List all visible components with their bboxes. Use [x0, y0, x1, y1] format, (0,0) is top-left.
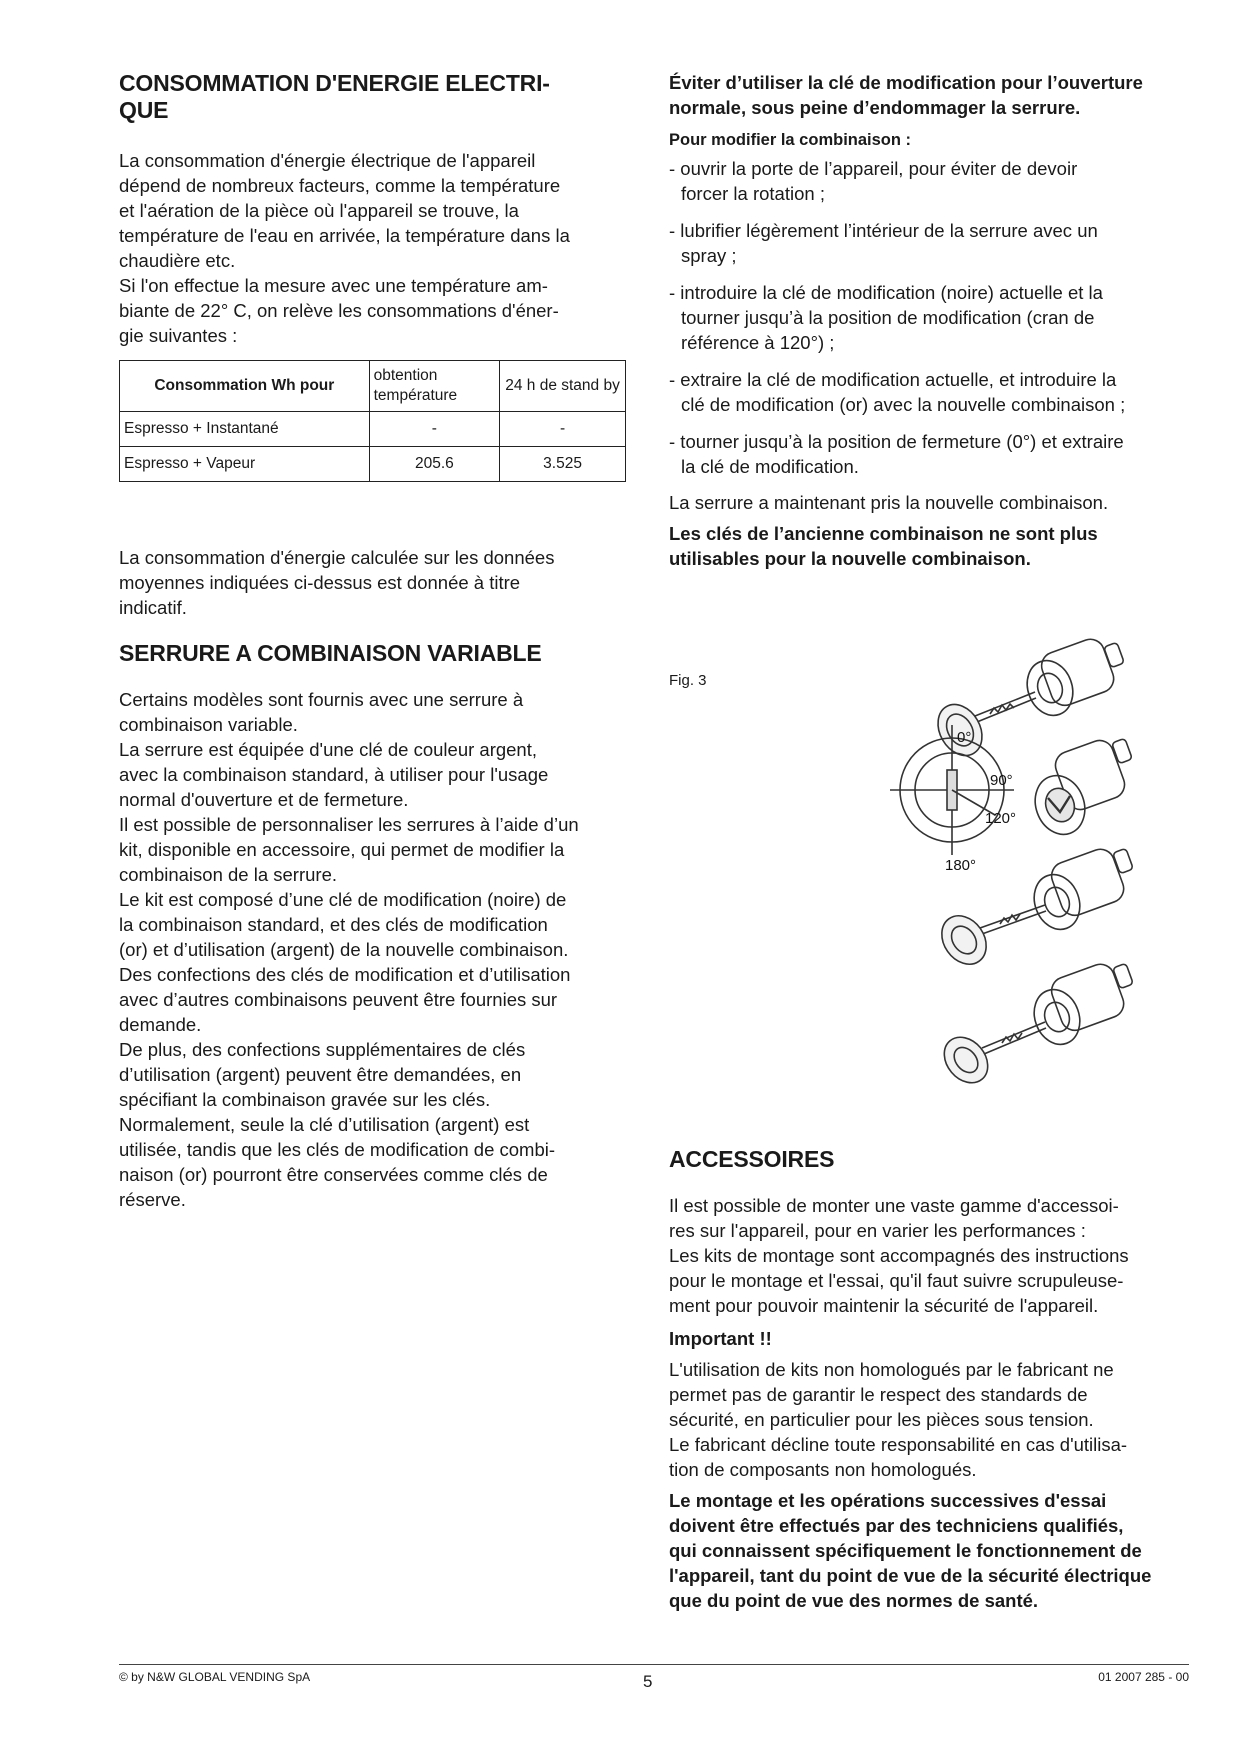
step-item: - introduire la clé de modification (noire) actuelle et la tourner jusqu’à la position de modification (cran de référence à 120°) ;: [669, 282, 1103, 353]
section-title-lock: SERRURE A COMBINAISON VARIABLE: [119, 640, 542, 666]
step-item: - tourner jusqu’à la position de fermeture (0°) et extraire la clé de modification.: [669, 431, 1124, 477]
table-header-cell: Consommation Wh pour: [120, 361, 370, 412]
section-title-accessories: ACCESSOIRES: [669, 1146, 835, 1172]
lock-cylinder-icon: [1027, 845, 1134, 935]
energy-intro-paragraph: La consommation d'énergie électrique de l'appareil dépend de nombreux facteurs, comme la température et l'aération de la pièce où l'appareil se trouve, la température de l'eau en arrivée, la température dans la chaudière etc. Si l'on effectue la mesure avec une température am- biante de 22° C, on relève les consommations d'éner- gie suivantes :: [119, 150, 570, 346]
table-header-row: [120, 361, 626, 412]
figure-caption: Fig. 3: [669, 672, 707, 689]
angle-label: 120°: [985, 810, 1017, 827]
step-item: - lubrifier légèrement l’intérieur de la serrure avec un spray ;: [669, 220, 1098, 266]
homologation-paragraph: L'utilisation de kits non homologués par le fabricant ne permet pas de garantir le respect des standards de sécurité, en particulier pour les pièces sous tension. Le fabricant décline toute responsabilité en cas d'utilisa- tion de composants non homologués.: [669, 1359, 1128, 1480]
footer-doc-code: 01 2007 285 - 00: [1098, 1670, 1189, 1684]
table-row: [120, 447, 626, 482]
lock-cylinder-icon: [1020, 635, 1125, 721]
lock-cylinder-icon: [1027, 960, 1134, 1050]
page-number: 5: [643, 1672, 653, 1691]
angle-label: 180°: [945, 857, 977, 874]
table-cell: -: [500, 412, 626, 447]
energy-note-paragraph: La consommation d'énergie calculée sur les données moyennes indiquées ci-dessus est donnée à titre indicatif.: [119, 547, 555, 618]
combination-subhead: Pour modifier la combinaison :: [669, 131, 912, 149]
step-item: - ouvrir la porte de l’appareil, pour éviter de devoir forcer la rotation ;: [669, 158, 1078, 204]
table-row: [120, 412, 626, 447]
table-cell: Espresso + Vapeur: [120, 447, 370, 482]
table-header-cell: 24 h de stand by: [500, 361, 626, 412]
footer-divider: [119, 1664, 1189, 1665]
table-cell: 3.525: [500, 447, 626, 482]
lock-paragraph: Certains modèles sont fournis avec une serrure à combinaison variable. La serrure est équipée d'une clé de couleur argent, avec la combinaison standard, à utiliser pour l'usage normal d'ouverture et de fermeture. Il est possible de personnaliser les serrures à l’aide d’un kit, disponible en accessoire, qui permet de modifier la combinaison de la serrure. Le kit est composé d’une clé de modification (noire) de la combinaison standard, et des clés de modification (or) et d’utilisation (argent) de la nouvelle combinaison. Des confections des clés de modification et d’utilisation avec d’autres combinaisons peuvent être fournies sur demande. De plus, des confections supplémentaires de clés d’utilisation (argent) peuvent être demandées, en spécifiant la combinaison gravée sur les clés. Normalement, seule la clé d’utilisation (argent) est utilisée, tandis que les clés de modification de combi- naison (or) pourront être conservées comme clés de réserve.: [119, 689, 579, 1210]
energy-table: [119, 360, 626, 482]
step-item: - extraire la clé de modification actuelle, et introduire la clé de modification (or) avec la nouvelle combinaison ;: [669, 369, 1126, 415]
key-icon: [933, 905, 1046, 973]
table-cell: -: [369, 412, 500, 447]
lock-cylinder-icon: [1027, 737, 1132, 842]
old-keys-warning: Les clés de l’ancienne combinaison ne sont plus utilisables pour la nouvelle combinaison.: [669, 523, 1098, 569]
angle-dial-diagram: [890, 725, 1017, 855]
table-cell: Espresso + Instantané: [120, 412, 370, 447]
key-icon: [929, 692, 1036, 763]
table-cell: 205.6: [369, 447, 500, 482]
combination-done-text: La serrure a maintenant pris la nouvelle combinaison.: [669, 492, 1109, 513]
table-header-cell: obtention température: [369, 361, 500, 412]
key-icon: [935, 1022, 1046, 1091]
section-title-energy: CONSOMMATION D'ENERGIE ELECTRI- QUE: [119, 70, 550, 123]
accessories-paragraph: Il est possible de monter une vaste gamme d'accessoi- res sur l'appareil, pour en varier les performances : Les kits de montage sont accompagnés des instructions pour le montage et l'essai, qu'il faut suivre scrupuleuse- ment pour pouvoir maintenir la sécurité de l'appareil.: [669, 1195, 1129, 1316]
angle-label: 90°: [990, 772, 1013, 789]
important-label: Important !!: [669, 1328, 772, 1349]
technician-warning: Le montage et les opérations successives d'essai doivent être effectués par des techniciens qualifiés, qui connaissent spécifiquement le fonctionnement de l'appareil, tant du point de vue de la sécurité électrique que du point de vue des normes de santé.: [669, 1490, 1152, 1611]
lock-key-illustration: [860, 630, 1160, 1100]
warning-text: Éviter d’utiliser la clé de modification pour l’ouverture normale, sous peine d’endommager la serrure.: [669, 72, 1143, 118]
footer-copyright: © by N&W GLOBAL VENDING SpA: [119, 1670, 311, 1684]
angle-label: 0°: [957, 729, 972, 746]
